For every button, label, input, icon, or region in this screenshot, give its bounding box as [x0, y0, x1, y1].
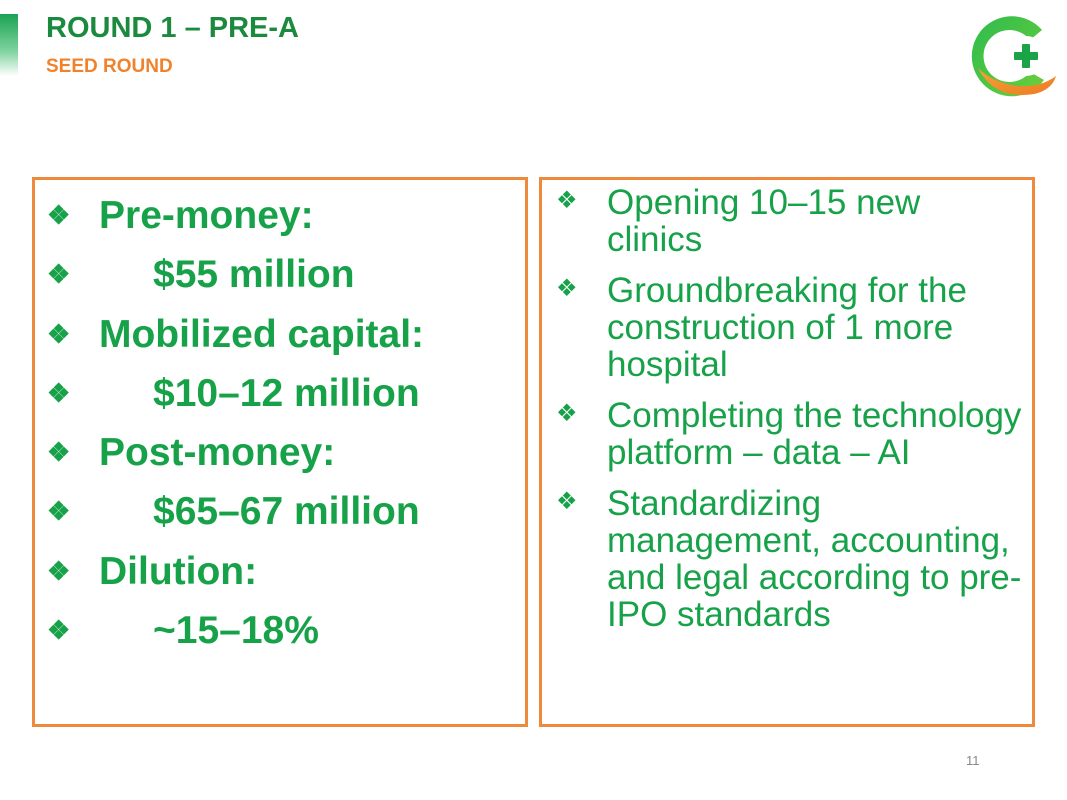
title-accent-bar [0, 14, 18, 76]
list-item-text: Opening 10–15 new clinics [607, 183, 921, 259]
list-item-text: Post-money: [99, 431, 336, 475]
list-item [47, 482, 517, 541]
list-item [47, 364, 517, 423]
list-item [556, 184, 1022, 258]
diamond-bullet-icon: ❖ [47, 377, 71, 408]
diamond-bullet-icon: ❖ [556, 400, 578, 427]
list-item-text: Completing the technology platform – data – AI [607, 396, 1022, 472]
diamond-bullet-icon: ❖ [47, 555, 71, 586]
clinic-plus-logo-icon [964, 10, 1058, 104]
use-of-funds-panel [539, 177, 1035, 727]
list-item [556, 397, 1022, 471]
funding-terms-panel [32, 177, 528, 727]
list-item-text: Mobilized capital: [99, 312, 425, 356]
page-subtitle: SEED ROUND [46, 56, 173, 77]
diamond-bullet-icon: ❖ [556, 488, 578, 515]
list-item [47, 601, 517, 660]
list-item [47, 423, 517, 482]
list-item [556, 272, 1022, 383]
page-number: 11 [966, 753, 980, 768]
diamond-bullet-icon: ❖ [556, 187, 578, 214]
list-item [47, 245, 517, 304]
diamond-bullet-icon: ❖ [47, 318, 71, 349]
page-title: ROUND 1 – PRE-A [46, 12, 299, 44]
list-item-text: $10–12 million [153, 371, 420, 415]
diamond-bullet-icon: ❖ [556, 275, 578, 302]
use-of-funds-list [556, 184, 1022, 647]
list-item-text: $55 million [153, 253, 355, 297]
list-item [47, 186, 517, 245]
list-item [556, 485, 1022, 633]
diamond-bullet-icon: ❖ [47, 437, 71, 468]
list-item-text: ~15–18% [153, 609, 319, 653]
diamond-bullet-icon: ❖ [47, 200, 71, 230]
list-item-text: $65–67 million [153, 490, 420, 534]
diamond-bullet-icon: ❖ [47, 259, 71, 290]
list-item [47, 305, 517, 364]
diamond-bullet-icon: ❖ [47, 496, 71, 527]
list-item-text: Standardizing management, accounting, and legal according to pre-IPO standards [607, 484, 1022, 634]
list-item-text: Groundbreaking for the construction of 1 more hospital [607, 271, 967, 384]
list-item-text: Dilution: [99, 549, 258, 593]
funding-terms-list [47, 186, 517, 660]
list-item [47, 542, 517, 601]
diamond-bullet-icon: ❖ [47, 615, 71, 646]
list-item-text: Pre-money: [99, 194, 314, 237]
